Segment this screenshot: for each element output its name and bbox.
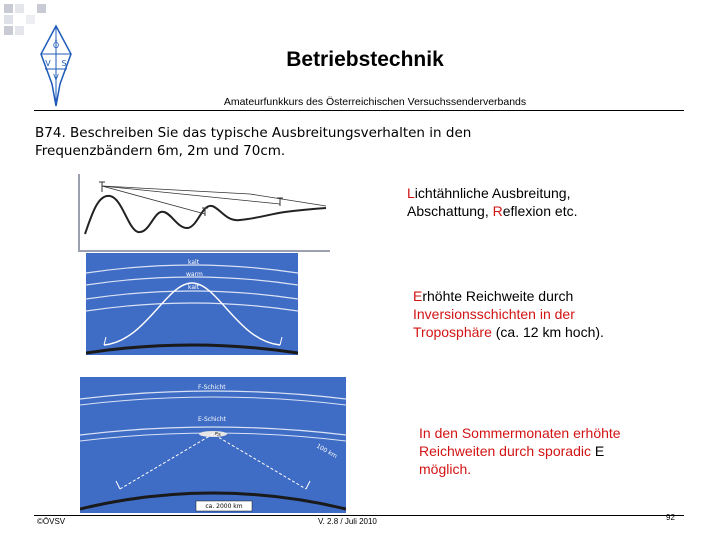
caption-1-initial: L [407,185,415,201]
question-line-1: B74. Beschreiben Sie das typische Ausbreitungsverhalten in den [35,125,472,141]
footer-version: V. 2.8 / Juli 2010 [318,517,377,526]
caption-2-text: rhöhte Reichweite durch [422,288,574,304]
caption-2-line3b: (ca. 12 km hoch). [491,324,604,340]
caption-2-initial: E [413,288,423,304]
f-layer-label: F-Schicht [198,384,226,391]
footer-divider [34,515,684,516]
page-title: Betriebstechnik [286,48,444,71]
layer-label-middle: warm [186,271,203,278]
line-of-sight-diagram [78,174,330,252]
caption-3-line1: In den Sommermonaten erhöhte [419,425,621,441]
question-text [35,124,645,160]
logo-letter-o: Ö [52,41,60,50]
header-divider [34,110,684,111]
caption-2m [413,287,703,341]
logo-letter-v: V [45,59,51,68]
e-layer-label: E-Schicht [198,416,226,423]
inversion-diagram [86,253,298,355]
caption-3-line2a: Reichweiten durch sporadic [419,443,595,459]
question-line-2: Frequenzbändern 6m, 2m und 70cm. [35,143,286,159]
caption-3-line3: möglich. [419,461,472,477]
layer-label-top: kalt [188,259,200,266]
layer-label-bottom: kalt [188,284,200,291]
caption-2-line2: Inversionsschichten in der [413,306,575,322]
distance-label: ca. 2000 km [205,503,243,510]
caption-3-line2b: E [594,443,605,459]
ovsv-logo [36,24,76,108]
caption-2-line3a: Troposphäre [413,324,492,340]
es-label: Es [215,432,221,438]
footer-copyright: ©ÖVSV [37,517,66,526]
caption-70cm [419,424,679,478]
caption-1-line2b: R [492,203,503,219]
caption-1-line2a: Abschattung, [407,203,493,219]
caption-1-line2c: eflexion [502,203,552,219]
caption-1-line2d: etc. [551,203,578,219]
caption-6m [407,184,667,220]
logo-letter-s1: S [61,59,67,68]
altitude-label: 100 km [315,442,339,461]
sporadic-e-diagram [80,377,346,513]
logo-letter-v2: V [53,73,59,82]
caption-1-text: ichtähnliche Ausbreitung, [414,185,571,201]
page-subtitle: Amateurfunkkurs des Österreichischen Versuchssenderverbands [223,96,527,108]
page-number: 92 [666,513,675,522]
